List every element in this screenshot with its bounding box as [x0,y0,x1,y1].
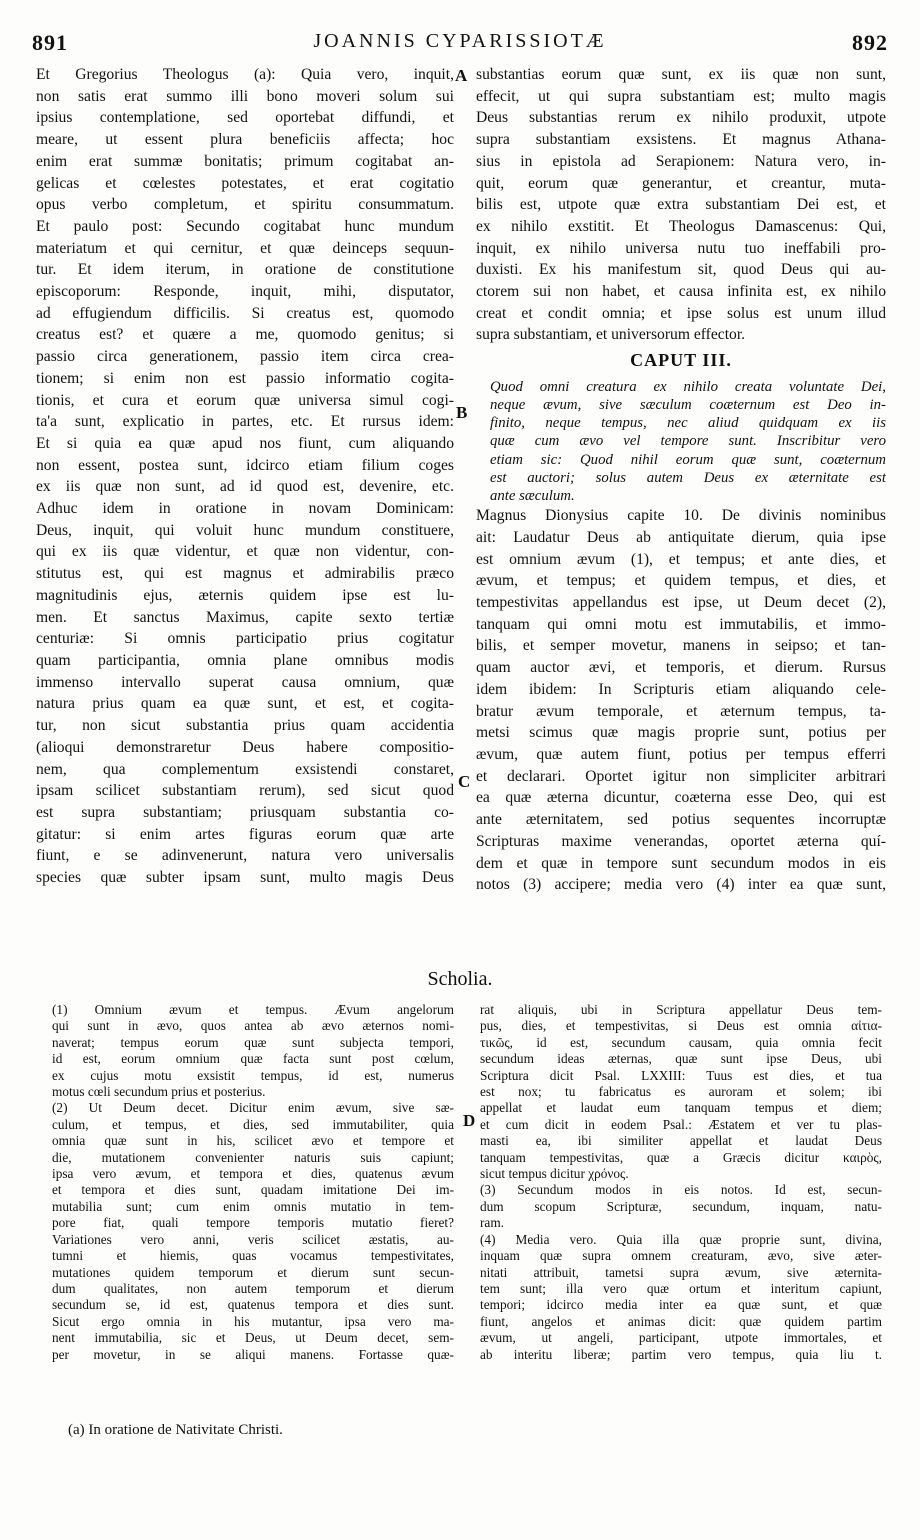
text-line: τικῶς, id est, secundum causam, quia omnia fecit [480,1034,882,1050]
text-line: Scripturas maxime venerandas, oportet æterna quí- [476,832,886,850]
text-line: inquam quæ supra omnem creaturam, ævo, sive æter- [480,1248,882,1264]
text-line: Magnus Dionysius capite 10. De divinis nominibus [476,507,886,525]
text-line: ipsam scilicet substantiam rerum), sed sicut quod [36,782,454,800]
text-line: Et paulo post: Secundo cogitabat hunc mundum [36,217,454,235]
text-line: supra substantiam exsistens. Et magnus Athana- [476,131,886,149]
text-line: gitatur: si enim artes figuras eorum quæ arte [36,825,454,843]
text-line: omnia quæ sunt in his, scilicet ævo et tempore et [52,1133,454,1149]
text-line: et tempora et dies sunt, quadam imitatione Dei im- [52,1182,454,1198]
text-line: id est, eorum omnium quæ facta sunt post cœlum, [52,1051,454,1067]
text-line: tumni et hiemis, quas vocamus tempestivitates, [52,1248,454,1264]
text-line: ex iis quæ non sunt, ad id quod est, devenire, etc. [36,478,454,496]
text-line: natura prius quam ea quæ sunt, et est, et cogita- [36,695,454,713]
text-line: substantias eorum quæ sunt, ex iis quæ non sunt, [476,66,886,83]
text-line: Et si quia ea quæ apud nos fiunt, cum aliquando [36,434,454,452]
text-line: effecit, ut qui supra substantiam est; multo magis [476,87,886,105]
text-line: creatus est? et quære a me, quomodo genitus; si [36,326,454,344]
text-line: idem ibidem: In Scripturis etiam aliquando cele- [476,680,886,698]
text-line: secundum ideas æternas, quæ sunt ipse Deus, ubi [480,1051,882,1067]
text-line: Deus, inquit, qui voluit hunc mundum constituere, [36,521,454,539]
right-column-body-text [476,505,886,896]
text-line: tionem; si enim non est passio informatio cogita- [36,369,454,387]
text-line: passio circa generationem, passio item circa crea- [36,348,454,366]
page-number-right: 892 [852,30,888,55]
text-line: Variationes vero anni, veris scilicet æstatis, au- [52,1231,454,1247]
text-line: die, mutationem convenienter naturis suis capiunt; [52,1149,454,1165]
text-line: ævum, et tempus; et quidem tempus, et dies, et [476,572,886,590]
text-line: est supra substantiam; priusquam substantia co- [36,803,454,821]
text-line: dum qualitates, non autem temporum et dierum [52,1280,454,1296]
text-line: ta'a sunt, explicatio in partes, etc. Et rursus idem: [36,413,454,431]
chapter-title: CAPUT III. [630,350,732,371]
text-line: tanquam tempestivitas, quæ a Græcis dicitur καιρὸς, [480,1149,882,1165]
text-line: ram. [480,1215,504,1231]
margin-letter-a: A [455,66,468,85]
text-line: ante sæculum. [490,488,575,505]
text-line: mutabilia sunt; cum enim omnis mutatio in tem- [52,1198,454,1214]
scholia-heading: Scholia. [427,968,493,990]
text-line: ante æternitatem, sed potius sequentes incorruptæ [476,811,886,829]
text-line: meare, ut essent plura beneficiis affecta; hoc [36,131,454,149]
text-line: mutationes quidem temporum et dierum sunt secun- [52,1264,454,1280]
text-line: (2) Ut Deum decet. Dicitur enim ævum, sive sæ- [52,1100,454,1116]
text-line: ea quæ æterna dicuntur, coæterna esse Deo, qui est [476,789,886,807]
text-line: ex nihilo exstitit. Et Theologus Damascenus: Qui, [476,217,886,235]
right-text-column [476,64,886,896]
text-line: Quod omni creatura ex nihilo creata voluntate Dei, [490,378,886,395]
text-line: ctorem sui non habet, et causa infinita est, ex nihilo [476,283,886,301]
text-line: ipsa vero ævum, et tempora et dies, quatenus ævum [52,1166,454,1182]
text-line: quam participantia, omnia plane omnibus modis [36,651,454,669]
text-line: magnitudinis ejus, æternis quidem ipse est lu- [36,586,454,604]
text-line: pus, dies, et tempestivitas, si Deus est omnia αἰτια- [480,1018,882,1034]
chapter-summary [476,378,886,505]
text-line: ipsius contemplatione, sed oportebat diffundi, et [36,109,454,127]
text-line: per movetur, in se aliqui manens. Fortasse quæ- [52,1346,454,1362]
text-line: sicut tempus dicitur χρόνος. [480,1166,629,1182]
text-line: bilis est, utpote quæ extra substantiam Dei est, et [476,196,886,214]
text-line: gelicas et cœlestes potestates, et erat cogitatio [36,174,454,192]
text-line: appellat et laudat eum tanquam tempus et diem; [480,1100,882,1116]
text-line: fiunt, e se adinvenerunt, natura vero universalis [36,847,454,865]
text-line: quam auctor ævi, et temporis, et dierum. Rursus [476,659,886,677]
text-line: tanquam qui omni motu est immutabilis, et immo- [476,615,886,633]
text-line: (alioqui demonstraretur Deus habere compositio- [36,738,454,756]
text-line: Sicut ergo omnia in his mutantur, ipsa vero ma- [52,1313,454,1329]
text-line: (3) Secundum modos in eis notos. Id est, secun- [480,1182,882,1198]
text-line: (1) Omnium ævum et tempus. Ævum angelorum [52,1002,454,1017]
text-line: episcoporum: Responde, inquit, mihi, disputator, [36,283,454,301]
text-line: dem et quæ in tempore sunt secundum modos in eis [476,854,886,872]
text-line: materiatum et qui cernitur, et quæ deinceps sequun- [36,239,454,257]
scholia-left-column [52,1002,454,1363]
text-line: dum scopum Scripturæ, secundum, inquam, natu- [480,1198,882,1214]
text-line: metsi scimus quæ magis proprie sunt, potius per [476,724,886,742]
text-line: Deus substantias rerum ex nihilo produxit, utpote [476,109,886,127]
text-line: ævum, ut angeli, participant, utpote immortales, et [480,1330,882,1346]
running-title: JOANNIS CYPARISSIOTÆ [313,30,607,52]
text-line: tionis, et cura et eorum quæ universa simul cogi- [36,391,454,409]
text-line: ævum, quæ autem fiunt, potius per tempus efferri [476,746,886,763]
text-line: nitati attribuit, tametsi supra ævum, sive æternita- [480,1264,882,1280]
text-line: pore fiat, quali tempore temporis mutatio fieret? [52,1215,454,1231]
text-line: Scriptura dicit Psal. LXXIII: Tuus est dies, et tua [480,1067,882,1083]
text-line: neque ævum, sive sæculum coæternum est Deo in- [490,397,886,414]
text-line: quit, eorum quæ generantur, et creantur, muta- [476,174,886,192]
text-line: non satis erat summo illi bono moveri solum sui [36,87,454,105]
text-line: immenso intervallo superat causa omnium, quæ [36,673,454,691]
left-text-column [36,64,454,889]
text-line: tempestivitas appellandus est ipse, ut Deum decet (2), [476,594,886,612]
scholia-right-column [480,1002,882,1363]
right-column-top-text [476,64,886,346]
text-line: enim erat summæ bonitatis; primum cogitabat an- [36,152,454,170]
text-line: stitutus est, qui est magnus et admirabilis præco [36,565,454,583]
text-line: ab interitu liberæ; partim vero tempus, quia liu t. [480,1346,882,1362]
text-line: quæ cum ævo vel tempore sunt. Inscribitur vero [490,433,886,450]
text-line: bilis, et semper movetur, manens in seipso; et tan- [476,637,886,655]
text-line: sius in epistola ad Serapionem: Natura vero, in- [476,152,886,170]
page-header [32,30,888,62]
text-line: supra substantiam, et universorum effector. [476,326,746,344]
text-line: et declarari. Oportet igitur non simpliciter arbitrari [476,767,886,785]
text-line: secundum se, id est, quatenus tempora et dies sunt. [52,1297,454,1313]
text-line: ad effugiendum difficilis. Si creatus est, quomodo [36,304,454,322]
text-line: species quæ subter ipsam sunt, multo magis Deus [36,869,454,887]
text-line: masti ea, ibi similiter appellat et laudat Deus [480,1133,882,1149]
text-line: et cum dicit in eodem Psal.: Æstatem et ver tu plas- [480,1116,882,1132]
text-line: tempori; idcirco media inter ea quæ sunt, et quæ [480,1297,882,1313]
text-line: inquit, ex nihilo universa nutu tuo ineffabili pro- [476,239,886,257]
text-line: finito, neque tempus, nec aliud quidquam ex iis [490,415,886,432]
text-line: est nox; tu fabricatus es auroram et solem; ibi [480,1084,882,1100]
text-line: men. Et sanctus Maximus, capite sexto tertiæ [36,608,454,626]
text-line: qui sunt in ævo, quos antea ab ævo æternos nomi- [52,1018,454,1034]
text-line: tur, non sicut substantia prius quam accidentia [36,717,454,735]
footnote: (a) In oratione de Nativitate Christi. [68,1422,283,1438]
text-line: centuriæ: Si omnis participatio prius cogitatur [36,630,454,648]
margin-letter-b: B [456,403,468,422]
text-line: non essent, postea sunt, idcirco etiam filium coges [36,456,454,474]
margin-letter-d: D [463,1111,476,1130]
text-line: ait: Laudatur Deus ab antiquitate dierum, quia ipse [476,528,886,546]
text-line: fiunt, angelos et animas dicit: quæ quidem partim [480,1313,882,1329]
text-line: Et Gregorius Theologus (a): Quia vero, inquit, [36,66,454,83]
text-line: etiam sic: Quod nihil eorum quæ sunt, coæternum [490,451,886,468]
text-line: duxisti. Ex his manifestum sit, quod Deus qui au- [476,261,886,279]
text-line: creat et condit omnia; et ipse solus est unum illud [476,304,886,322]
text-line: tur. Et idem iterum, in oratione de constitutione [36,261,454,279]
text-line: nem, qua complementum exsistendi constaret, [36,760,454,778]
text-line: rat aliquis, ubi in Scriptura appellatur Deus tem- [480,1002,882,1017]
margin-letter-c: C [458,772,471,791]
text-line: qui ex iis quæ videntur, et quæ non videntur, con- [36,543,454,561]
page-number-left: 891 [32,30,68,55]
text-line: (4) Media vero. Quia illa quæ proprie sunt, divina, [480,1231,882,1247]
text-line: notos (3) accipere; media vero (4) inter ea quæ sunt, [476,876,886,894]
text-line: nent immutabilia, sic et Deus, ut Deum decet, sem- [52,1330,454,1346]
text-line: culum, et tempus, et dies, sed immutabiliter, quia [52,1116,454,1132]
text-line: bratur ævum temporale, et æternum tempus, ta- [476,702,886,720]
text-line: opus verbo completum, et spiritu consummatum. [36,196,454,214]
text-line: est auctori; solus autem Deus ex æternitate est [490,469,886,486]
text-line: motus cœli secundum prius et posterius. [52,1084,266,1100]
text-line: est omnium ævum (1), et tempus; et ante dies, et [476,550,886,568]
text-line: naverat; tempus eorum quæ sunt subjecta tempori, [52,1034,454,1050]
text-line: Adhuc idem in oratione in novam Dominicam: [36,500,454,518]
text-line: ex cujus motu exsistit tempus, id est, numerus [52,1067,454,1083]
text-line: tem sunt; illa vero quæ ortum et interitum capiunt, [480,1280,882,1296]
